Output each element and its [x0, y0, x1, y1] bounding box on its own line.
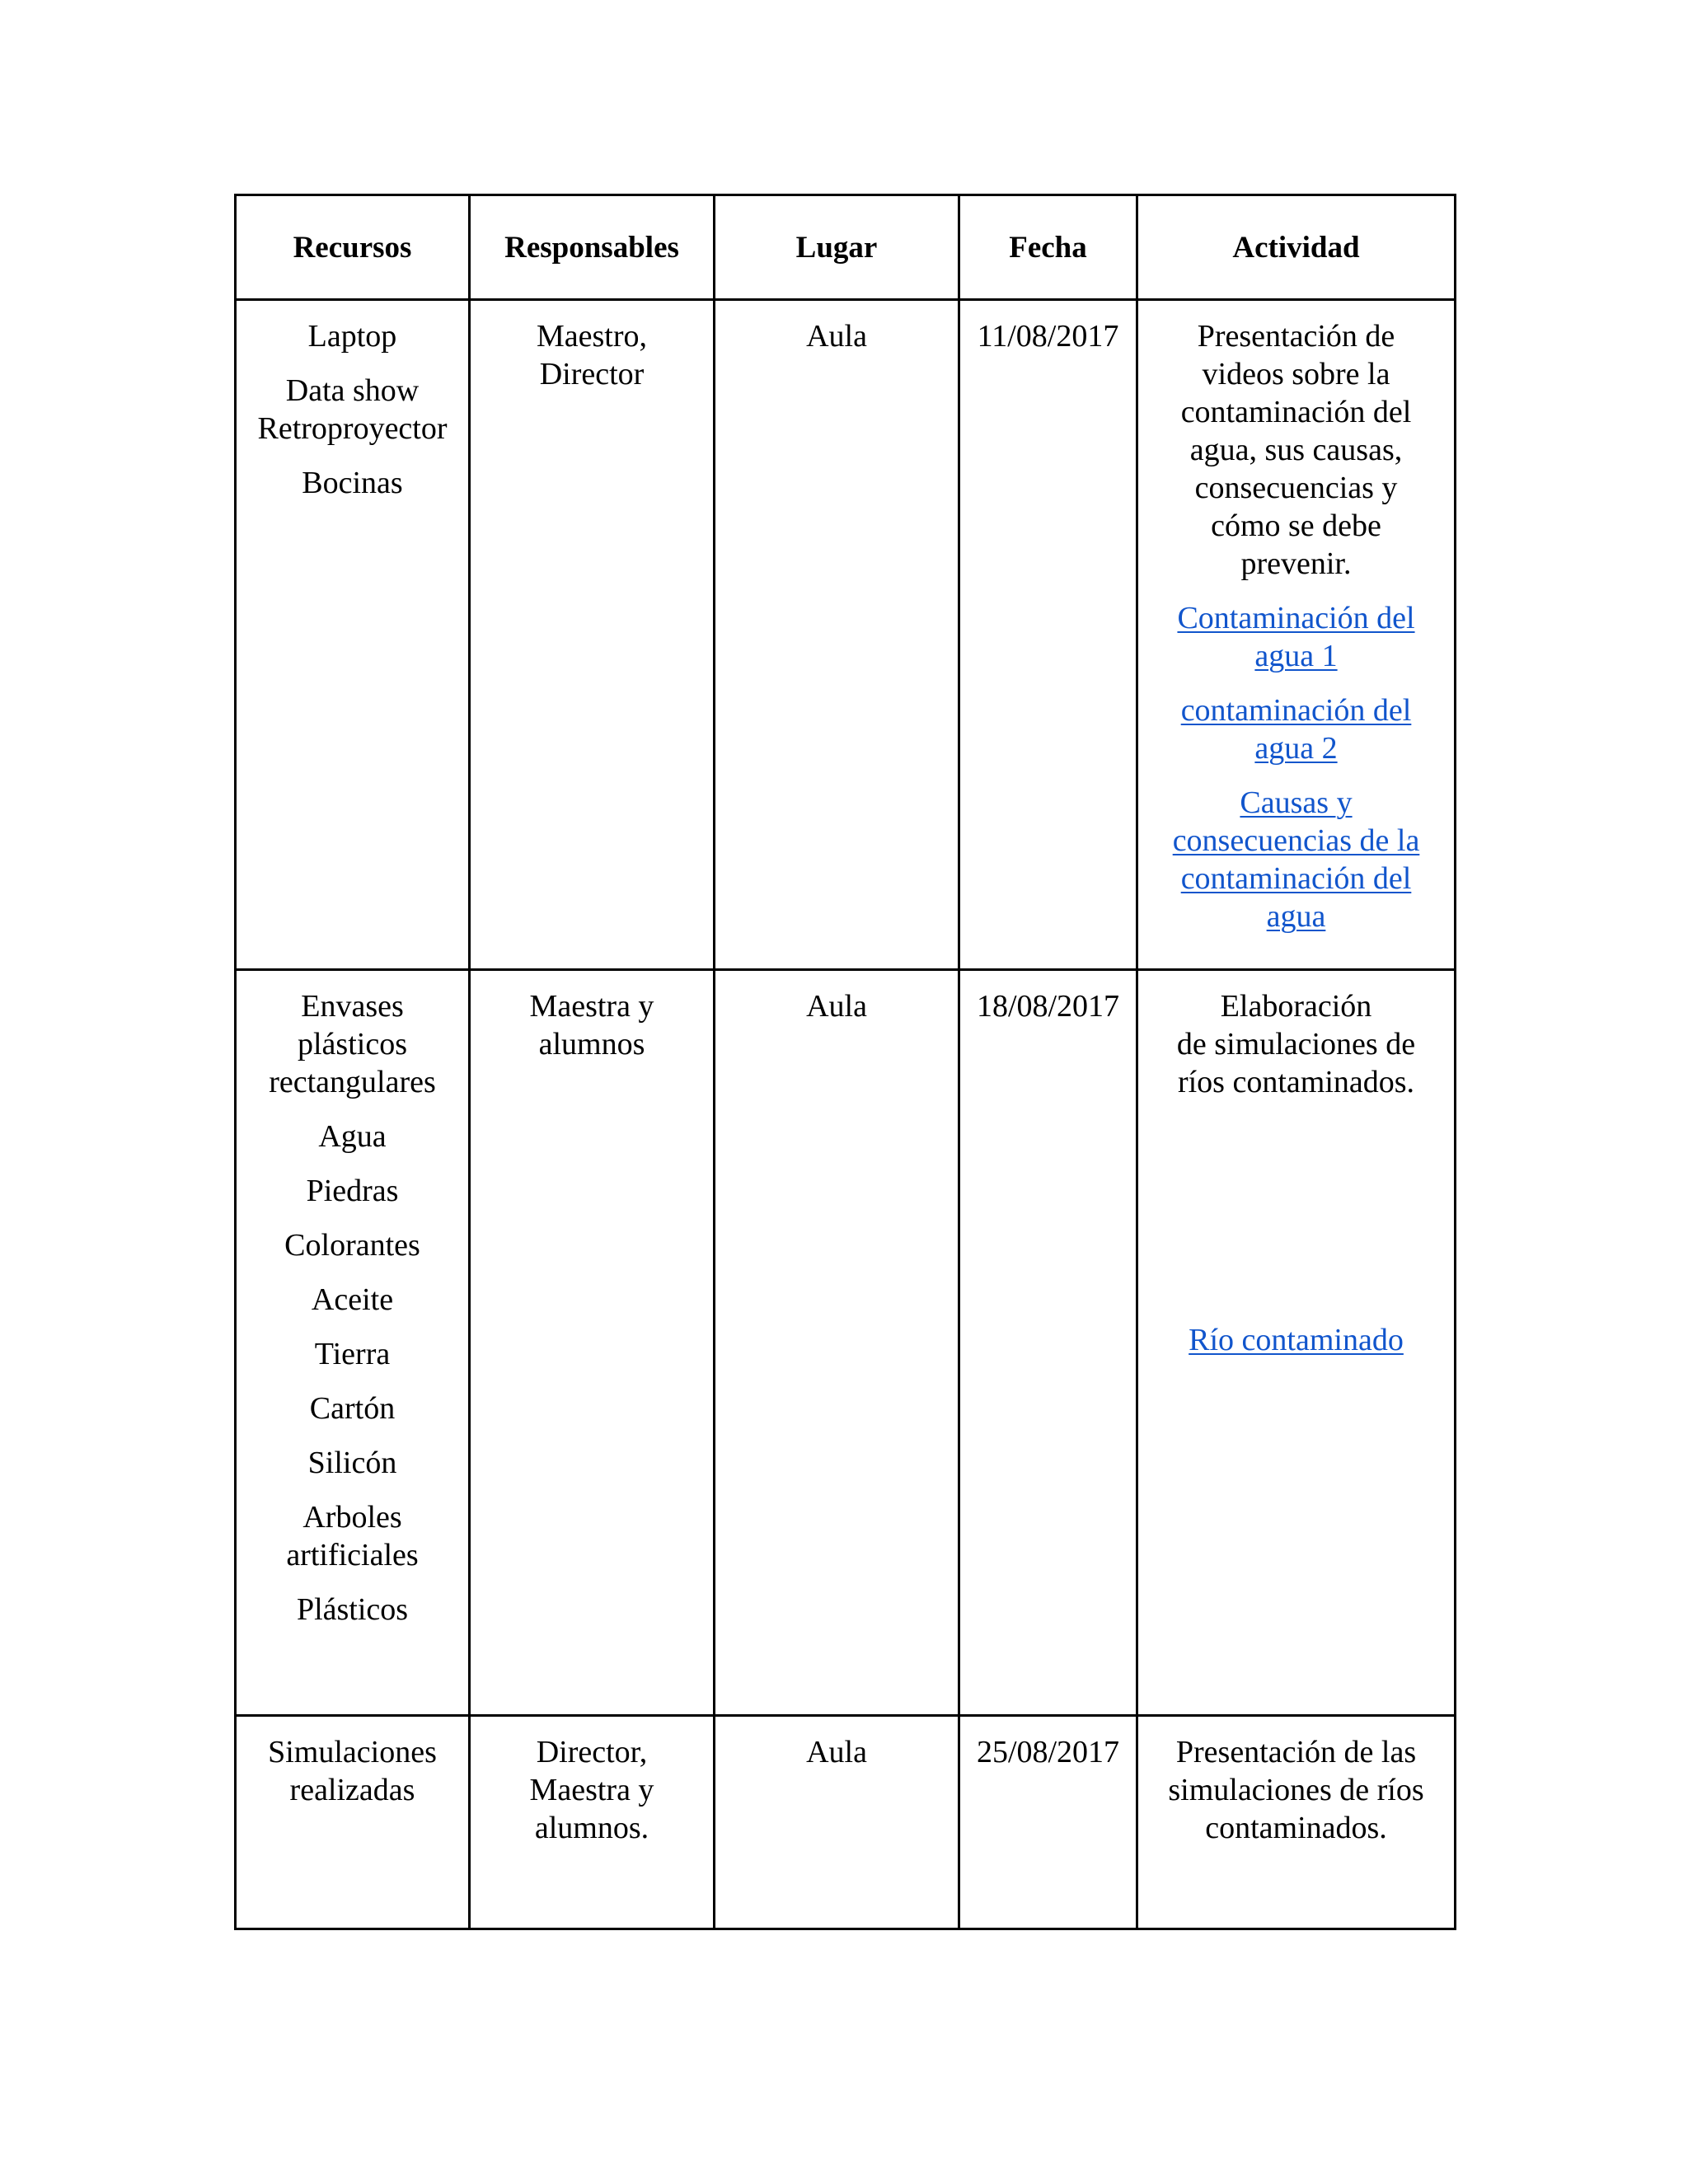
table-row: [236, 970, 1456, 1716]
resource-item: Envases plásticos rectangulares: [269, 989, 436, 1099]
cell-recursos: [236, 1716, 470, 1929]
actividad-text: Presentación de videos sobre la contaminación del agua, sus causas, consecuencias y cómo se debe prevenir.: [1180, 319, 1412, 581]
lugar-text: Aula: [806, 989, 867, 1024]
header-responsables: Responsables: [470, 195, 715, 300]
actividad-text: Elaboración de simulaciones de ríos contaminados.: [1176, 989, 1416, 1099]
resource-item: Arboles artificiales: [286, 1500, 419, 1572]
cell-recursos: [236, 970, 470, 1716]
resource-item: Aceite: [311, 1282, 394, 1317]
header-recursos: Recursos: [236, 195, 470, 300]
video-link-contaminacion-2[interactable]: contaminación del agua 2: [1180, 693, 1412, 766]
activity-plan-table: [234, 194, 1456, 1930]
table-header-row: [236, 195, 1456, 300]
resource-item: Piedras: [306, 1174, 399, 1208]
resource-item: Cartón: [309, 1391, 396, 1426]
resource-item: Bocinas: [302, 466, 403, 500]
cell-responsables: [470, 300, 715, 970]
header-lugar: Lugar: [715, 195, 959, 300]
cell-lugar: [715, 300, 959, 970]
cell-actividad: [1137, 1716, 1456, 1929]
fecha-text: 11/08/2017: [977, 319, 1119, 354]
cell-fecha: [959, 300, 1137, 970]
resource-item: Agua: [318, 1119, 387, 1154]
header-fecha: Fecha: [959, 195, 1137, 300]
responsables-text: Director, Maestra y alumnos.: [529, 1735, 654, 1845]
resource-item: Plásticos: [296, 1592, 409, 1627]
cell-lugar: [715, 970, 959, 1716]
resource-item: Colorantes: [284, 1228, 420, 1263]
header-actividad: Actividad: [1137, 195, 1456, 300]
cell-responsables: [470, 970, 715, 1716]
table-row: [236, 1716, 1456, 1929]
cell-responsables: [470, 1716, 715, 1929]
responsables-text: Maestro, Director: [536, 319, 648, 391]
cell-actividad: [1137, 300, 1456, 970]
video-link-causas-consecuencias[interactable]: Causas y consecuencias de la contaminación del agua: [1172, 785, 1420, 934]
cell-lugar: [715, 1716, 959, 1929]
lugar-text: Aula: [806, 1735, 867, 1769]
cell-fecha: [959, 1716, 1137, 1929]
resource-item: Laptop: [307, 319, 397, 354]
lugar-text: Aula: [806, 319, 867, 354]
actividad-text: Presentación de las simulaciones de ríos contaminados.: [1168, 1735, 1424, 1845]
responsables-text: Maestra y alumnos: [529, 989, 654, 1062]
resource-item: Simulaciones realizadas: [268, 1735, 437, 1807]
cell-actividad: [1137, 970, 1456, 1716]
table-row: [236, 300, 1456, 970]
video-link-contaminacion-1[interactable]: Contaminación del agua 1: [1177, 601, 1415, 673]
resource-item: Silicón: [307, 1446, 397, 1480]
fecha-text: 25/08/2017: [976, 1735, 1120, 1769]
resource-item: Tierra: [314, 1337, 391, 1371]
cell-recursos: [236, 300, 470, 970]
resource-item: Data show Retroproyector: [257, 373, 448, 446]
video-link-rio-contaminado[interactable]: Río contaminado: [1189, 1323, 1404, 1357]
fecha-text: 18/08/2017: [976, 989, 1120, 1024]
cell-fecha: [959, 970, 1137, 1716]
